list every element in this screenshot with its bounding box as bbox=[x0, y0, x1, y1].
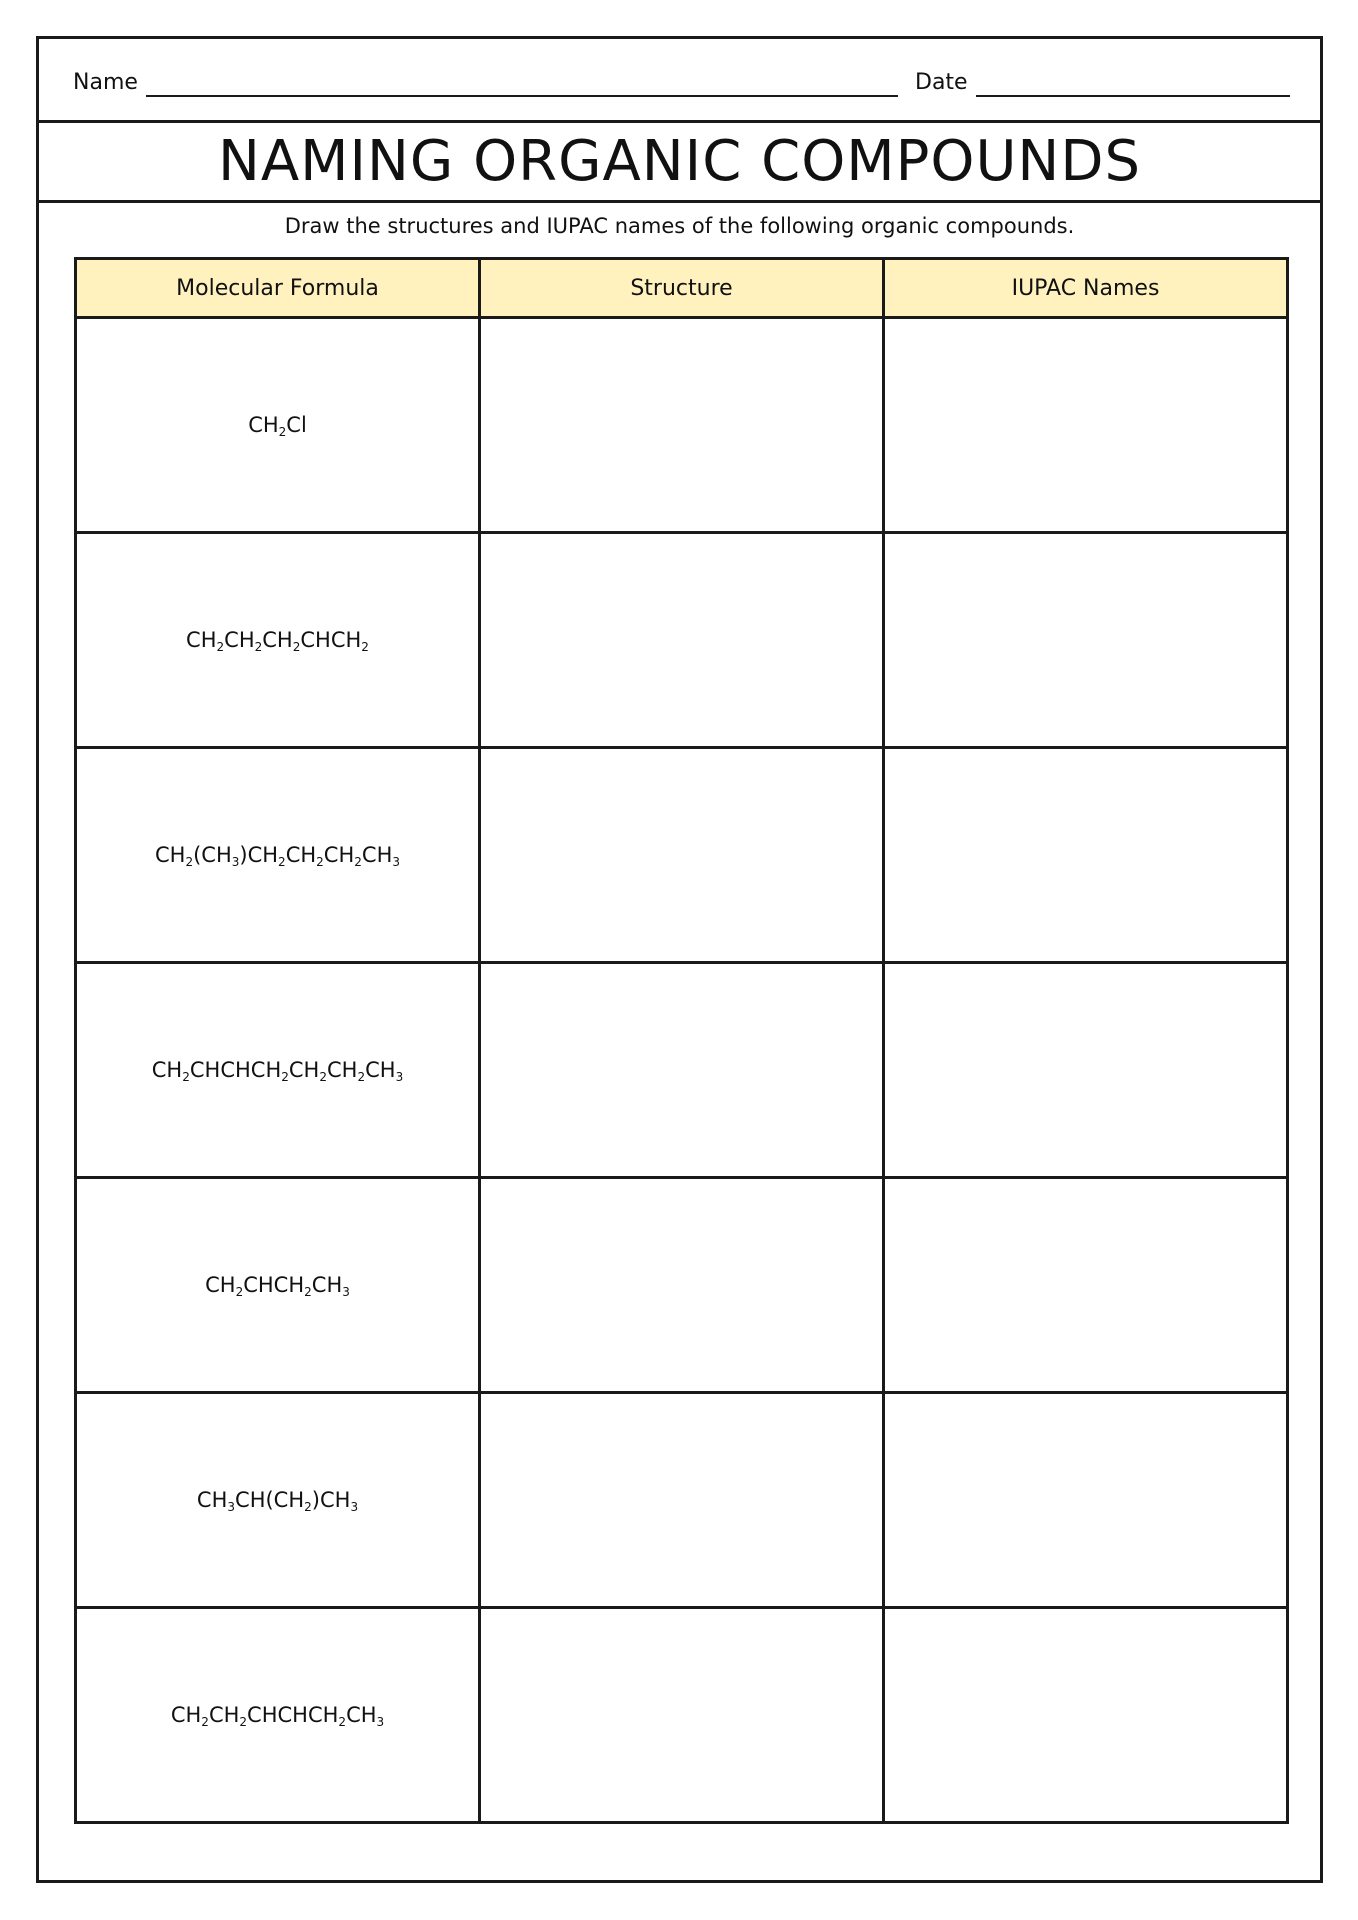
formula-cell bbox=[76, 533, 480, 748]
column-header-formula: Molecular Formula bbox=[76, 259, 480, 318]
formula-subscript: 3 bbox=[350, 1500, 359, 1514]
molecular-formula bbox=[197, 1488, 358, 1512]
formula-subscript: 2 bbox=[201, 1715, 209, 1729]
page-title: NAMING ORGANIC COMPOUNDS bbox=[217, 128, 1141, 194]
formula-subscript: 2 bbox=[316, 855, 324, 869]
molecular-formula bbox=[248, 413, 307, 437]
formula-part: CHCH bbox=[300, 628, 362, 652]
table-body bbox=[76, 318, 1288, 1823]
instructions: Draw the structures and IUPAC names of the following organic compounds. bbox=[284, 214, 1075, 238]
formula-cell bbox=[76, 963, 480, 1178]
formula-subscript: 2 bbox=[278, 855, 286, 869]
iupac-name-cell[interactable] bbox=[884, 318, 1288, 533]
compounds-table bbox=[74, 257, 1289, 1824]
date-line[interactable] bbox=[976, 71, 1290, 97]
name-line[interactable] bbox=[146, 71, 898, 97]
formula-subscript: 2 bbox=[216, 640, 225, 654]
iupac-name-cell[interactable] bbox=[884, 963, 1288, 1178]
iupac-name-cell[interactable] bbox=[884, 533, 1288, 748]
table-row bbox=[76, 963, 1288, 1178]
formula-cell bbox=[76, 748, 480, 963]
formula-subscript: 3 bbox=[376, 1715, 385, 1729]
iupac-name-cell[interactable] bbox=[884, 748, 1288, 963]
table-row bbox=[76, 1608, 1288, 1823]
formula-part: CHCHCH bbox=[247, 1703, 339, 1727]
table-row bbox=[76, 748, 1288, 963]
formula-subscript: 2 bbox=[338, 1715, 347, 1729]
formula-part: )CH bbox=[239, 843, 279, 867]
header-row bbox=[39, 39, 1320, 123]
formula-subscript: 2 bbox=[281, 1070, 289, 1084]
formula-subscript: 3 bbox=[231, 855, 240, 869]
formula-part: CH bbox=[208, 1703, 240, 1727]
formula-subscript: 2 bbox=[304, 1500, 312, 1514]
formula-part: CH bbox=[288, 1058, 320, 1082]
formula-subscript: 2 bbox=[319, 1070, 327, 1084]
molecular-formula bbox=[171, 1703, 384, 1727]
formula-subscript: 2 bbox=[304, 1285, 312, 1299]
formula-subscript: 2 bbox=[235, 1285, 244, 1299]
formula-part: CH bbox=[327, 1058, 358, 1082]
structure-cell[interactable] bbox=[480, 963, 884, 1178]
title-row bbox=[39, 123, 1320, 203]
formula-part: CH bbox=[323, 843, 355, 867]
formula-subscript: 2 bbox=[182, 1070, 190, 1084]
formula-part: CHCHCH bbox=[189, 1058, 282, 1082]
formula-part: CH bbox=[186, 628, 217, 652]
formula-part: CH bbox=[262, 628, 293, 652]
structure-cell[interactable] bbox=[480, 533, 884, 748]
formula-part: CH bbox=[196, 1488, 228, 1512]
structure-cell[interactable] bbox=[480, 318, 884, 533]
table-row bbox=[76, 1393, 1288, 1608]
worksheet bbox=[36, 36, 1323, 1883]
formula-subscript: 2 bbox=[278, 425, 287, 439]
formula-part: CH bbox=[154, 843, 186, 867]
table-header-row bbox=[76, 259, 1288, 318]
formula-part: CH bbox=[151, 1058, 183, 1082]
date-label: Date bbox=[915, 70, 968, 95]
structure-cell[interactable] bbox=[480, 1608, 884, 1823]
name-field bbox=[73, 69, 898, 97]
formula-subscript: 3 bbox=[395, 1070, 404, 1084]
column-header-iupac: IUPAC Names bbox=[884, 259, 1288, 318]
formula-cell bbox=[76, 1393, 480, 1608]
molecular-formula bbox=[155, 843, 400, 867]
structure-cell[interactable] bbox=[480, 1178, 884, 1393]
formula-part: CH bbox=[285, 843, 317, 867]
formula-part: CH bbox=[248, 413, 279, 437]
formula-part: CH(CH bbox=[235, 1488, 305, 1512]
formula-part: CH bbox=[311, 1273, 343, 1297]
formula-subscript: 2 bbox=[292, 640, 301, 654]
formula-subscript: 2 bbox=[357, 1070, 366, 1084]
structure-cell[interactable] bbox=[480, 1393, 884, 1608]
formula-part: CH bbox=[346, 1703, 377, 1727]
formula-part: CH bbox=[205, 1273, 236, 1297]
formula-subscript: 2 bbox=[361, 640, 369, 654]
formula-subscript: 2 bbox=[185, 855, 194, 869]
formula-subscript: 3 bbox=[227, 1500, 236, 1514]
date-field bbox=[915, 69, 1290, 97]
molecular-formula bbox=[205, 1273, 350, 1297]
formula-part: CH bbox=[224, 628, 255, 652]
formula-cell bbox=[76, 1178, 480, 1393]
column-header-structure: Structure bbox=[480, 259, 884, 318]
iupac-name-cell[interactable] bbox=[884, 1608, 1288, 1823]
formula-part: CH bbox=[170, 1703, 202, 1727]
iupac-name-cell[interactable] bbox=[884, 1178, 1288, 1393]
formula-subscript: 2 bbox=[239, 1715, 248, 1729]
formula-cell bbox=[76, 318, 480, 533]
table-row bbox=[76, 318, 1288, 533]
name-label: Name bbox=[73, 70, 138, 95]
structure-cell[interactable] bbox=[480, 748, 884, 963]
formula-part: CH bbox=[365, 1058, 396, 1082]
table-row bbox=[76, 533, 1288, 748]
formula-subscript: 2 bbox=[254, 640, 263, 654]
molecular-formula bbox=[186, 628, 369, 652]
formula-part: CHCH bbox=[243, 1273, 305, 1297]
formula-cell bbox=[76, 1608, 480, 1823]
formula-part: CH bbox=[361, 843, 393, 867]
formula-part: (CH bbox=[193, 843, 232, 867]
table-row bbox=[76, 1178, 1288, 1393]
formula-subscript: 3 bbox=[342, 1285, 350, 1299]
formula-part: )CH bbox=[311, 1488, 351, 1512]
formula-subscript: 3 bbox=[392, 855, 401, 869]
formula-part: Cl bbox=[286, 413, 307, 437]
molecular-formula bbox=[152, 1058, 403, 1082]
formula-subscript: 2 bbox=[354, 855, 362, 869]
iupac-name-cell[interactable] bbox=[884, 1393, 1288, 1608]
